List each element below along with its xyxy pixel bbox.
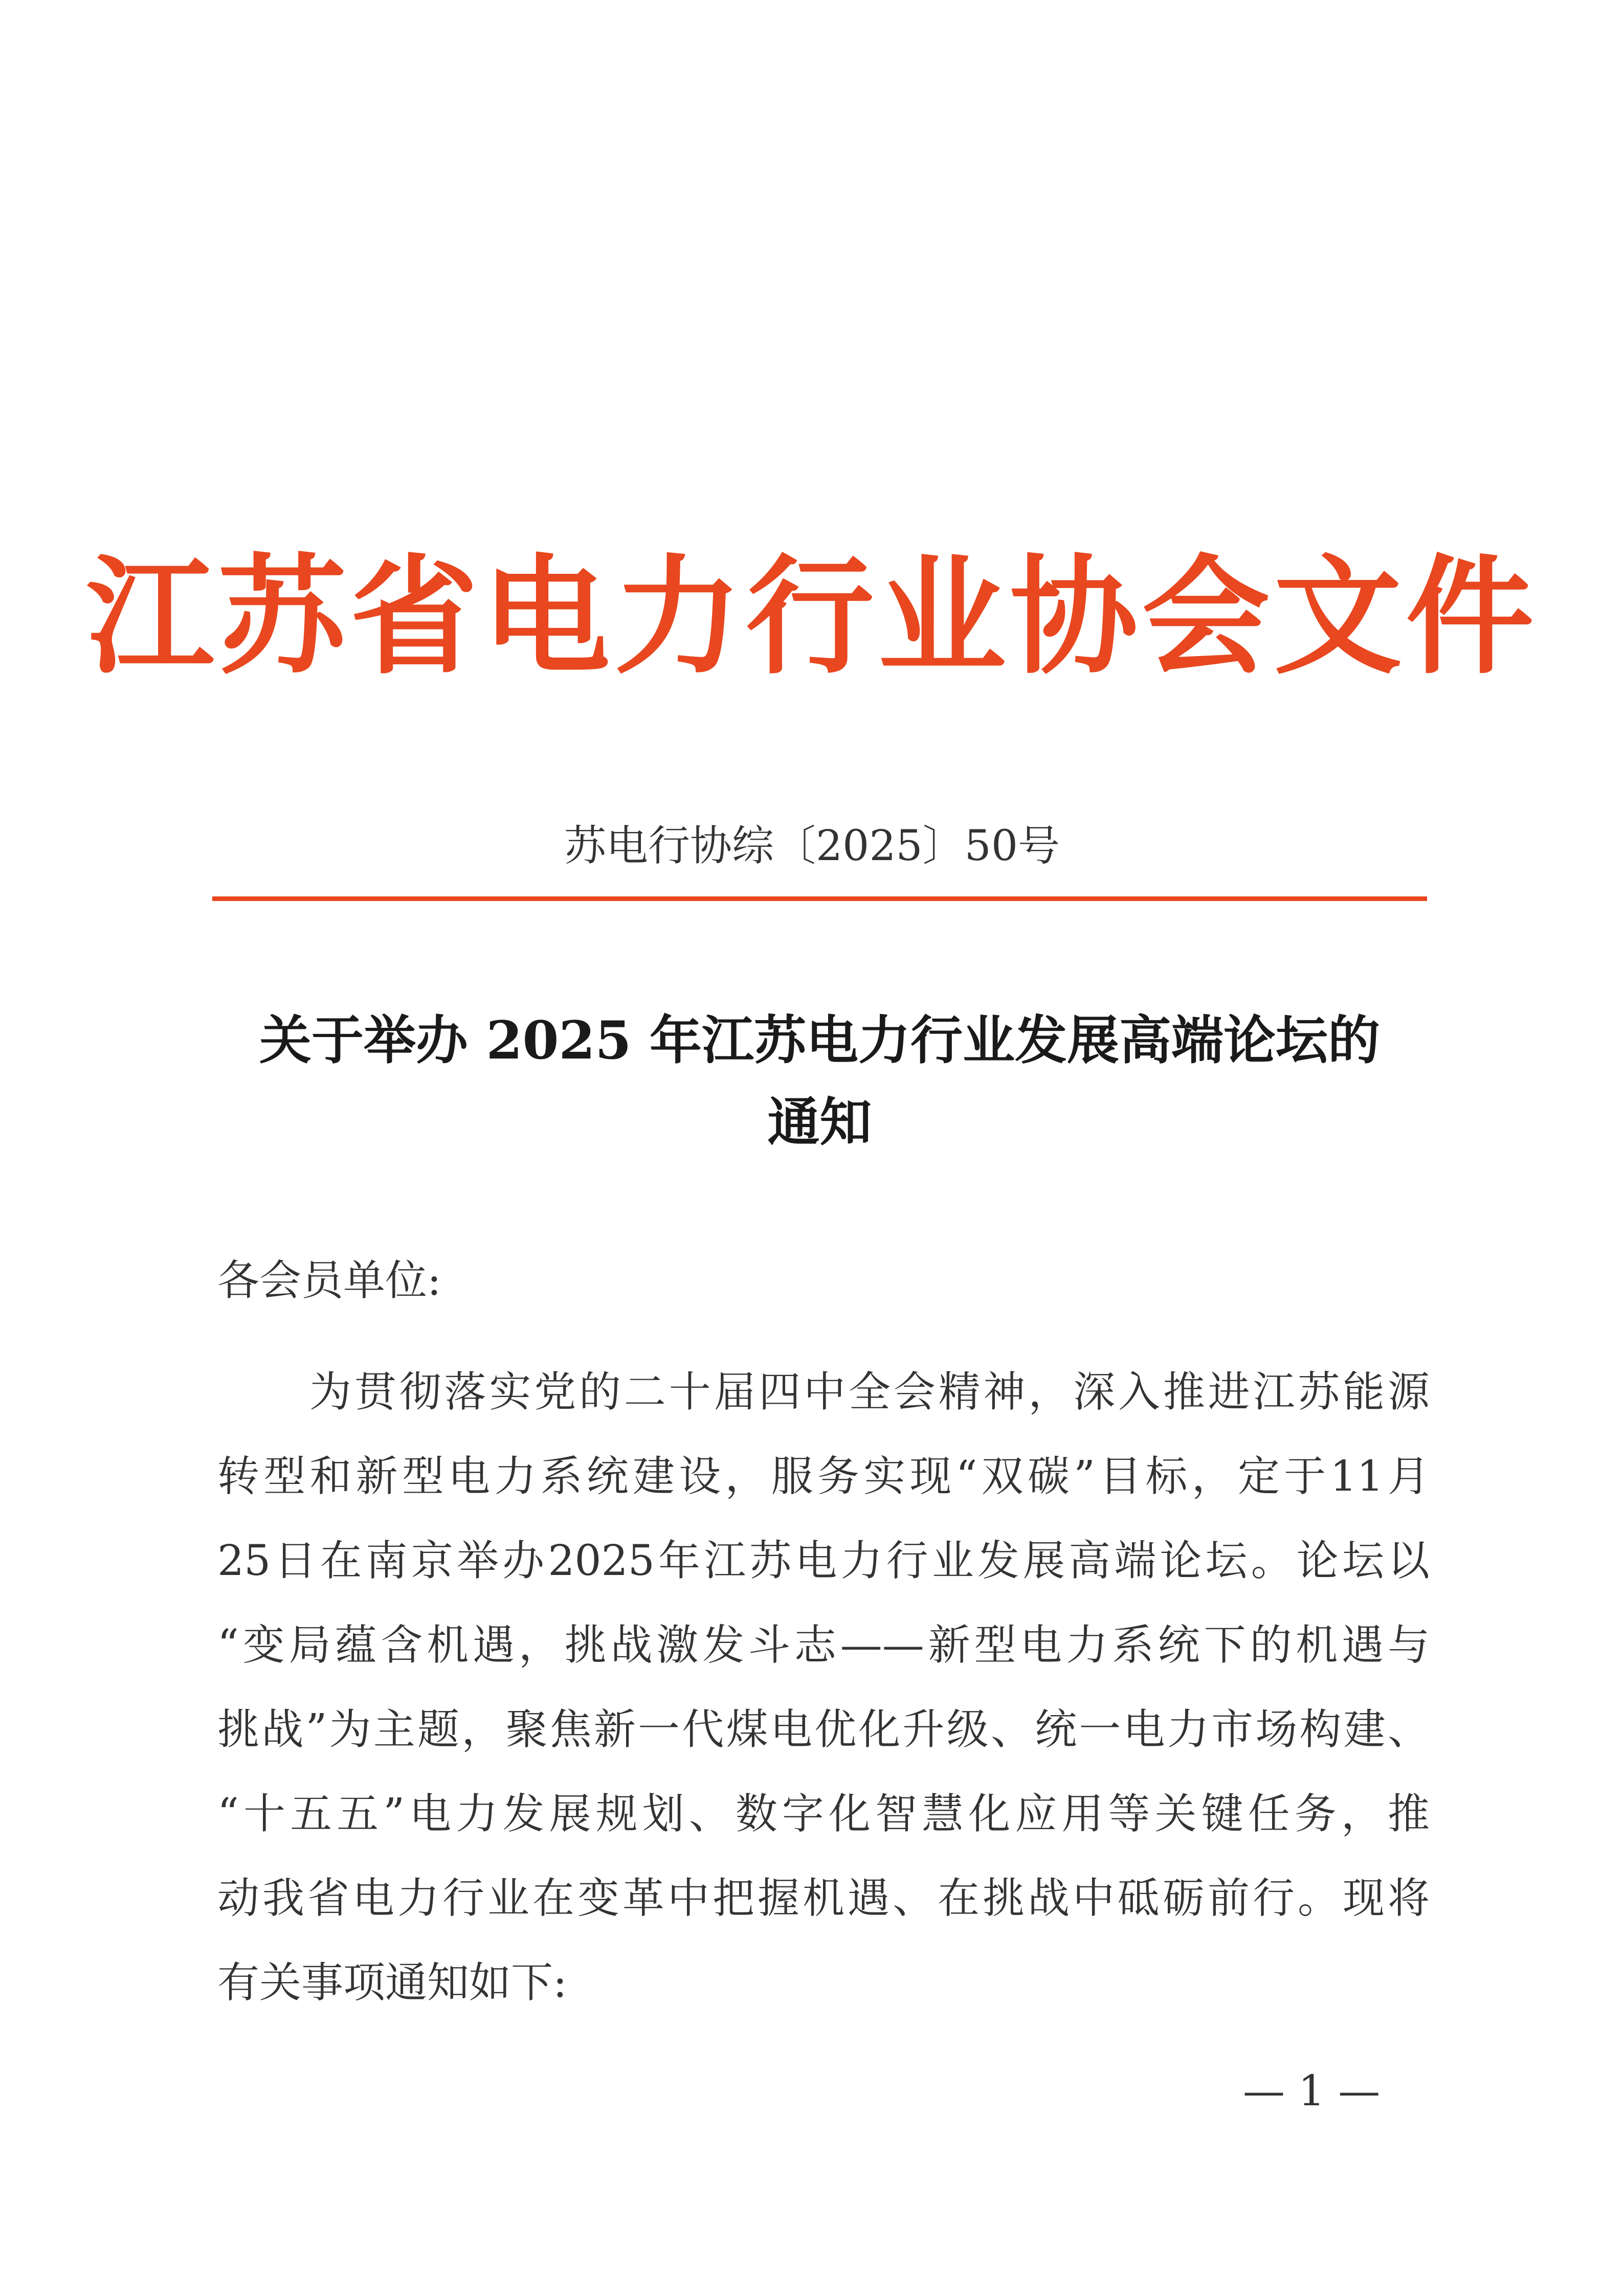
page-number: — 1 — [1243, 2067, 1381, 2115]
body-line: 挑战”为主题，聚焦新一代煤电优化升级、统一电力市场构建、 [217, 1705, 1430, 1754]
masthead-title: 江苏省电力行业协会文件 [86, 541, 1538, 691]
body-line: 有关事项通知如下: [217, 1959, 567, 2007]
notice-title-line-2: 通知 [767, 1092, 872, 1153]
notice-title-line-1: 关于举办 2025 年江苏电力行业发展高端论坛的 [259, 1010, 1380, 1071]
body-line: “变局蕴含机遇，挑战激发斗志——新型电力系统下的机遇与 [217, 1621, 1430, 1670]
body-line: 为贯彻落实党的二十届四中全会精神，深入推进江苏能源 [309, 1368, 1430, 1416]
body-line: “十五五”电力发展规划、数字化智慧化应用等关键任务，推 [217, 1790, 1430, 1838]
salutation: 各会员单位: [217, 1256, 441, 1305]
body-line: 25日在南京举办2025年江苏电力行业发展高端论坛。论坛以 [217, 1537, 1430, 1585]
red-divider-line [212, 896, 1427, 901]
body-line: 转型和新型电力系统建设，服务实现“双碳”目标，定于11月 [217, 1452, 1430, 1501]
body-line: 动我省电力行业在变革中把握机遇、在挑战中砥砺前行。现将 [217, 1874, 1430, 1923]
document-number: 苏电行协综〔2025〕50号 [564, 822, 1060, 870]
notice-title [212, 1000, 1427, 1163]
body-paragraph [217, 1350, 1430, 2025]
